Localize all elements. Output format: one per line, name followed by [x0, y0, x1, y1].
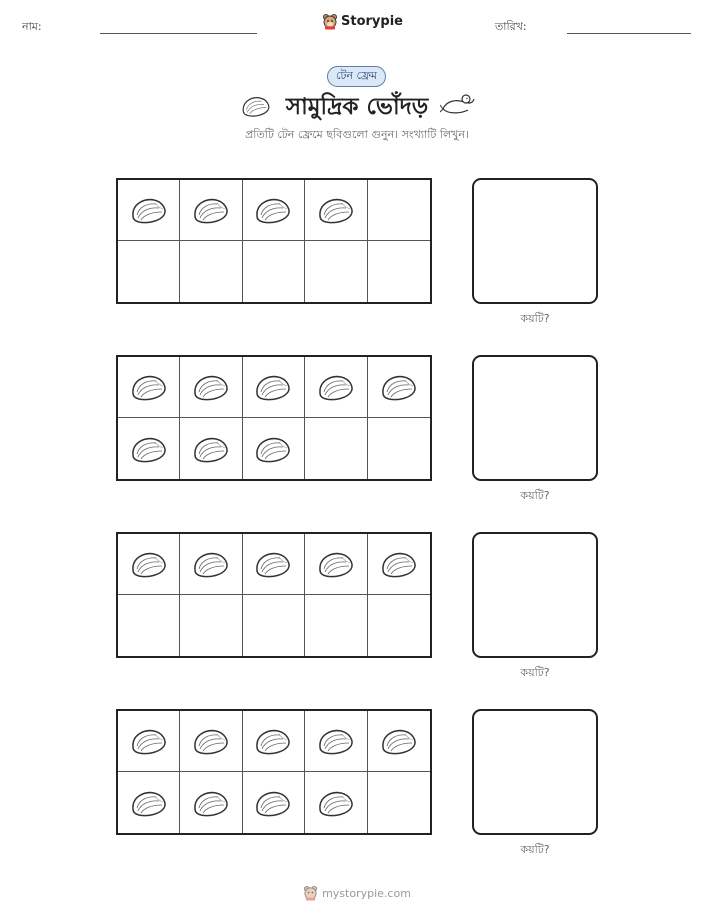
ten-frame [116, 532, 432, 658]
answer-box[interactable] [472, 709, 598, 835]
answer-label: কয়টি? [520, 312, 550, 325]
frame-cell-empty [180, 241, 242, 302]
sea-otter-icon [440, 92, 476, 118]
name-label: নাম: [22, 20, 42, 33]
clam-shell-icon [129, 372, 169, 402]
clam-shell-icon [191, 434, 231, 464]
frame-cell-empty [368, 595, 430, 656]
frame-cell-filled [243, 772, 305, 833]
ten-frame [116, 178, 432, 304]
clam-shell-icon [316, 195, 356, 225]
frame-cell-filled [305, 711, 367, 772]
frame-cell-filled [243, 357, 305, 418]
frame-cell-filled [118, 357, 180, 418]
clam-shell-icon [191, 726, 231, 756]
instructions: প্রতিটি টেন ফ্রেমে ছবিগুলো গুনুন। সংখ্যাটি লিখুন। [245, 128, 469, 141]
frame-cell-filled [180, 180, 242, 241]
clam-shell-icon [191, 788, 231, 818]
answer-box[interactable] [472, 532, 598, 658]
answer-box[interactable] [472, 355, 598, 481]
frame-cell-filled [180, 711, 242, 772]
clam-shell-icon [253, 434, 293, 464]
frame-cell-empty [368, 418, 430, 479]
clam-shell-icon [191, 372, 231, 402]
clam-shell-icon [191, 195, 231, 225]
ten-frame [116, 709, 432, 835]
frame-cell-filled [118, 711, 180, 772]
clam-shell-icon [129, 788, 169, 818]
clam-shell-icon [379, 549, 419, 579]
frame-cell-filled [243, 534, 305, 595]
frame-cell-filled [243, 180, 305, 241]
frame-cell-filled [180, 357, 242, 418]
answer-label: কয়টি? [520, 666, 550, 679]
worksheet-tag: টেন ফ্রেম [327, 66, 386, 87]
clam-shell-icon [379, 726, 419, 756]
frame-cell-filled [118, 418, 180, 479]
answer-label: কয়টি? [520, 489, 550, 502]
frame-cell-empty [118, 595, 180, 656]
bear-mascot-icon [322, 13, 338, 30]
frame-cell-empty [243, 595, 305, 656]
frame-cell-filled [180, 418, 242, 479]
frame-cell-empty [305, 241, 367, 302]
frame-cell-empty [368, 241, 430, 302]
page-title: সামুদ্রিক ভোঁদড় [285, 94, 429, 120]
frame-cell-filled [180, 772, 242, 833]
frame-cell-empty [368, 772, 430, 833]
brand-logo [322, 13, 403, 30]
frame-cell-filled [368, 534, 430, 595]
clam-shell-icon [129, 549, 169, 579]
clam-shell-icon [253, 726, 293, 756]
frame-cell-filled [305, 534, 367, 595]
frame-cell-filled [305, 180, 367, 241]
clam-shell-icon [316, 549, 356, 579]
frame-cell-filled [118, 180, 180, 241]
footer-url: mystorypie.com [322, 886, 411, 900]
frame-cell-filled [180, 534, 242, 595]
frame-cell-filled [118, 534, 180, 595]
clam-shell-icon [379, 372, 419, 402]
clam-shell-icon [253, 788, 293, 818]
date-label: তারিখ: [495, 20, 527, 33]
date-field[interactable] [567, 33, 691, 34]
clam-shell-icon [191, 549, 231, 579]
clam-shell-icon [316, 372, 356, 402]
clam-shell-icon [253, 372, 293, 402]
frame-cell-empty [368, 180, 430, 241]
name-field[interactable] [100, 33, 257, 34]
clam-shell-icon [129, 195, 169, 225]
frame-cell-empty [305, 418, 367, 479]
answer-label: কয়টি? [520, 843, 550, 856]
clam-shell-icon [253, 549, 293, 579]
clam-shell-icon [129, 434, 169, 464]
frame-cell-filled [368, 357, 430, 418]
frame-cell-filled [243, 711, 305, 772]
footer [0, 885, 714, 901]
frame-cell-empty [243, 241, 305, 302]
ten-frame [116, 355, 432, 481]
frame-cell-empty [305, 595, 367, 656]
clam-shell-icon [253, 195, 293, 225]
frame-cell-filled [243, 418, 305, 479]
clam-shell-icon [316, 788, 356, 818]
clam-shell-icon [129, 726, 169, 756]
clam-shell-icon [316, 726, 356, 756]
answer-box[interactable] [472, 178, 598, 304]
frame-cell-filled [118, 772, 180, 833]
bear-mascot-icon [303, 885, 318, 901]
frame-cell-empty [118, 241, 180, 302]
frame-cell-filled [305, 772, 367, 833]
brand-name: Storypie [341, 14, 403, 29]
frame-cell-filled [368, 711, 430, 772]
frame-cell-filled [305, 357, 367, 418]
frame-cell-empty [180, 595, 242, 656]
